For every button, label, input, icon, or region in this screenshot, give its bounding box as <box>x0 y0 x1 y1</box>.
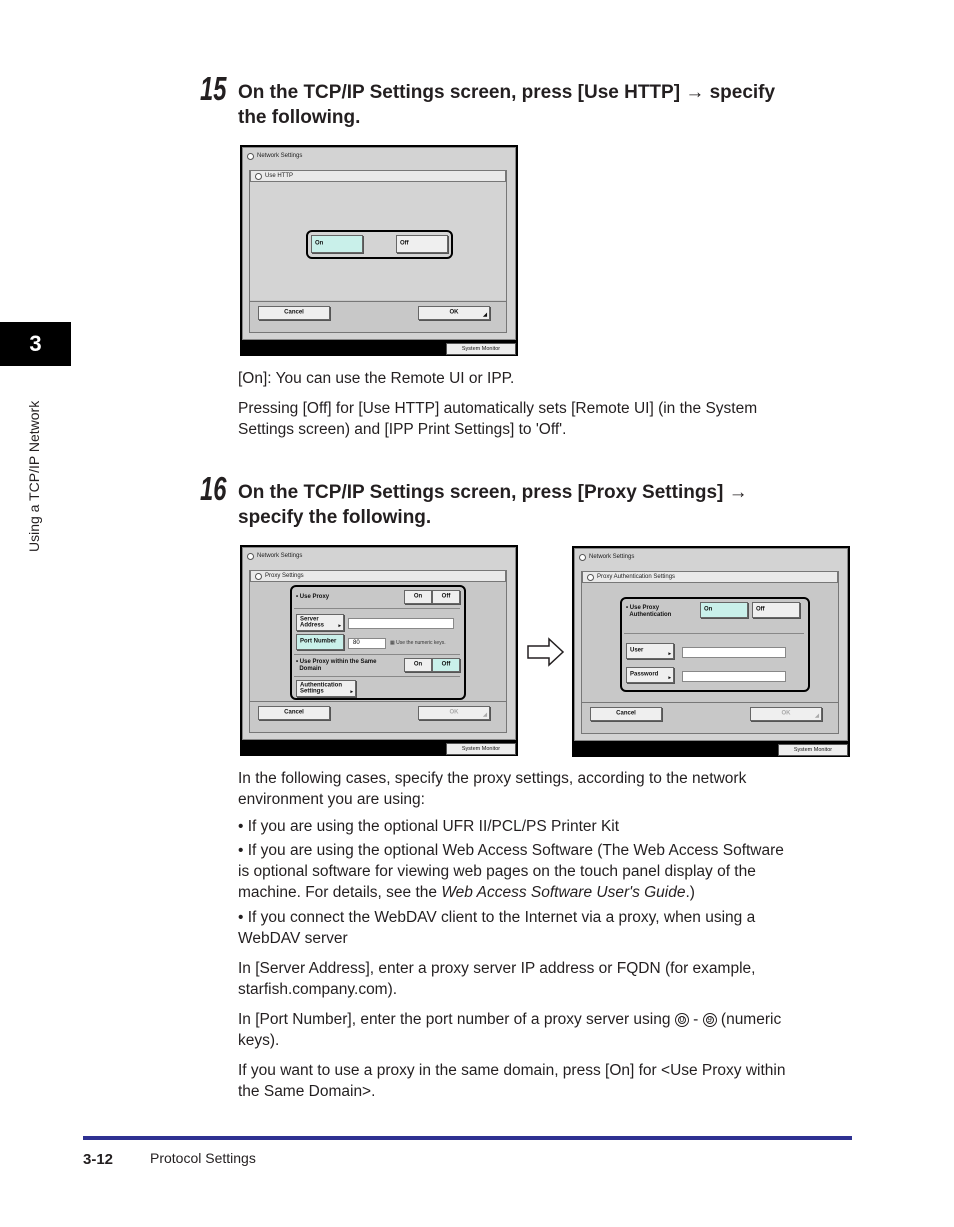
password-label: Password <box>630 671 659 678</box>
network-icon <box>247 553 254 560</box>
use-proxy-on-button[interactable] <box>404 590 432 604</box>
bullet-printer-kit: • If you are using the optional UFR II/PCL/PS Printer Kit <box>238 818 620 835</box>
ok-label: OK <box>449 309 459 316</box>
panel-title-text: Proxy Settings <box>265 572 304 579</box>
bullet1-text: If you are using the optional UFR II/PCL/PS Printer Kit <box>247 818 620 835</box>
system-monitor-button[interactable]: System Monitor <box>778 744 848 756</box>
panel-title-text: Proxy Authentication Settings <box>597 573 676 580</box>
ok-button[interactable] <box>750 707 822 721</box>
port-number-label: Port Number <box>300 638 337 645</box>
use-http-screenshot <box>240 145 518 356</box>
server-address-line2: Address <box>300 622 325 629</box>
cancel-label: Cancel <box>284 309 304 316</box>
numeric-key-9-icon: 9 <box>703 1013 717 1027</box>
step-15-note-off <box>238 398 858 440</box>
arrow-icon: ▸ <box>668 674 671 681</box>
ok-button[interactable] <box>418 306 490 320</box>
port-number-note <box>238 1009 858 1051</box>
user-field[interactable] <box>682 647 786 658</box>
proxy-auth-off-button[interactable] <box>752 602 800 618</box>
divider <box>294 654 460 655</box>
auth-line2: Settings <box>300 688 324 695</box>
same-domain-note <box>238 1060 858 1102</box>
cancel-button[interactable] <box>258 706 330 720</box>
use-proxy-label: • Use Proxy <box>296 594 330 600</box>
step-16-heading-line1: On the TCP/IP Settings screen, press [Proxy Settings] → <box>238 482 748 503</box>
step-number-15: 15 <box>200 70 227 107</box>
proxy-intro <box>238 768 858 810</box>
panel-title <box>582 571 838 583</box>
network-icon <box>579 554 586 561</box>
intro-line2: environment you are using: <box>238 791 425 808</box>
window-title <box>579 552 634 562</box>
settings-icon <box>587 574 594 581</box>
server-address-button[interactable] <box>296 614 344 631</box>
same-domain-on-button[interactable] <box>404 658 432 672</box>
use-proxy-off-button[interactable] <box>432 590 460 604</box>
right-arrow-icon <box>527 637 565 667</box>
window-title <box>247 551 302 561</box>
server-line2: starfish.company.com). <box>238 981 398 998</box>
use-proxy-auth-line2: Authentication <box>629 612 672 618</box>
panel-title <box>250 570 506 582</box>
bullet-webdav: • If you connect the WebDAV client to the Internet via a proxy, when using a WebDAV server <box>238 909 756 947</box>
intro-line1: In the following cases, specify the proxy settings, according to the network <box>238 770 747 787</box>
off-label: Off <box>441 661 451 668</box>
off-label: Off <box>400 240 409 247</box>
divider <box>624 633 804 634</box>
same-domain-line1: Use Proxy within the Same <box>299 659 377 665</box>
panel-title-text: Use HTTP <box>265 172 294 179</box>
settings-icon <box>255 573 262 580</box>
settings-icon <box>255 173 262 180</box>
authentication-settings-label <box>297 682 355 695</box>
proxy-settings-panel <box>249 570 507 733</box>
auth-line1: Authentication <box>300 681 342 688</box>
step-16-heading <box>238 480 858 530</box>
on-label: On <box>413 593 423 600</box>
arrow-icon: ▸ <box>350 688 353 695</box>
window-title-text: Network Settings <box>589 554 635 560</box>
note-off-line1: Pressing [Off] for [Use HTTP] automatically sets [Remote UI] (in the System <box>238 400 758 417</box>
guide-title: Web Access Software User's Guide <box>441 884 686 901</box>
window-title <box>247 151 302 161</box>
server-address-field[interactable] <box>348 618 454 629</box>
step-15-heading-line1: On the TCP/IP Settings screen, press [Use HTTP] → specify <box>238 82 776 103</box>
ok-button[interactable] <box>418 706 490 720</box>
use-proxy-text: Use Proxy <box>299 594 330 600</box>
page-number: 3-12 <box>83 1151 114 1168</box>
numeric-keys-hint <box>390 640 446 647</box>
numeric-key-0-icon: 0 <box>675 1013 689 1027</box>
port-number-button[interactable] <box>296 634 344 650</box>
window-title-text: Network Settings <box>257 553 303 559</box>
screen-frame <box>242 147 516 340</box>
off-label: Off <box>441 593 451 600</box>
step-15-note-on: [On]: You can use the Remote UI or IPP. <box>238 370 515 387</box>
system-monitor-button[interactable]: System Monitor <box>446 343 516 355</box>
window-title-text: Network Settings <box>257 153 303 159</box>
password-field[interactable] <box>682 671 786 682</box>
bullet2-line1: If you are using the optional Web Access Software (The Web Access Software <box>247 842 784 859</box>
on-label: On <box>315 240 324 247</box>
proxy-authentication-screenshot <box>572 546 850 757</box>
use-proxy-auth-line1: Use Proxy <box>629 605 660 611</box>
corner-arrow-icon: ◢ <box>483 711 487 718</box>
use-proxy-auth-label: • Use Proxy Authentication <box>626 605 672 618</box>
section-title: Protocol Settings <box>150 1150 256 1166</box>
off-label: Off <box>756 606 765 613</box>
divider <box>250 701 506 702</box>
screen-frame <box>242 547 516 740</box>
same-domain-off-button[interactable] <box>432 658 460 672</box>
proxy-settings-screenshot <box>240 545 518 756</box>
user-label: User <box>630 647 644 654</box>
keypad-icon: ▦ <box>390 640 395 646</box>
authentication-settings-button[interactable] <box>296 680 356 697</box>
server-line1: In [Server Address], enter a proxy server IP address or FQDN (for example, <box>238 960 756 977</box>
system-monitor-button[interactable]: System Monitor <box>446 743 516 755</box>
cancel-label: Cancel <box>284 709 304 716</box>
cancel-button[interactable] <box>258 306 330 320</box>
proxy-auth-panel <box>581 571 839 734</box>
divider <box>250 301 506 302</box>
cancel-button[interactable] <box>590 707 662 721</box>
step-number-16: 16 <box>200 470 227 507</box>
off-button[interactable] <box>396 235 448 253</box>
screen-frame <box>574 548 848 741</box>
arrow-icon: ▸ <box>668 650 671 657</box>
port-line2: keys). <box>238 1032 280 1049</box>
arrow-icon: ▸ <box>338 622 341 629</box>
on-label: On <box>704 606 713 613</box>
on-button[interactable] <box>311 235 363 253</box>
panel-title <box>250 170 506 182</box>
note-off-line2: Settings screen) and [IPP Print Settings] to 'Off'. <box>238 421 567 438</box>
bullet2-line3a: machine. For details, see the <box>238 884 442 901</box>
port-line1a: In [Port Number], enter the port number of a proxy server using <box>238 1011 671 1028</box>
use-http-panel <box>249 170 507 333</box>
divider <box>582 702 838 703</box>
bullet-web-access: • If you are using the optional Web Access Software (The Web Access Software is optional software for viewing web pages on the touch panel display of the machine. For details, see the Web Access Software User's Guide.) <box>238 842 784 901</box>
corner-arrow-icon: ◢ <box>483 311 487 318</box>
proxy-auth-on-button[interactable] <box>700 602 748 618</box>
server-address-line1: Server <box>300 615 319 622</box>
same-domain-line2: Domain <box>299 666 322 672</box>
server-address-note <box>238 958 858 1000</box>
divider <box>294 676 460 677</box>
numeric-hint-text: Use the numeric keys. <box>396 640 446 646</box>
bullet3-line1: If you connect the WebDAV client to the Internet via a proxy, when using a <box>247 909 756 926</box>
step-16-heading-line2: specify the following. <box>238 507 432 528</box>
step-15-heading-line2: the following. <box>238 107 361 128</box>
on-label: On <box>413 661 423 668</box>
chapter-tab: 3 <box>0 322 71 366</box>
chapter-title-vertical: Using a TCP/IP Network <box>26 400 42 552</box>
footer-rule <box>83 1136 852 1140</box>
divider <box>294 608 460 609</box>
cancel-label: Cancel <box>616 710 636 717</box>
domain-line1: If you want to use a proxy in the same domain, press [On] for <Use Proxy within <box>238 1062 786 1079</box>
bullet3-line2: WebDAV server <box>238 930 348 947</box>
corner-arrow-icon: ◢ <box>815 712 819 719</box>
port-number-field[interactable]: 80 <box>348 638 386 649</box>
step-15-heading <box>238 80 878 130</box>
port-line1b: (numeric <box>720 1011 782 1028</box>
ok-label: OK <box>781 710 791 717</box>
network-icon <box>247 153 254 160</box>
password-button[interactable] <box>626 667 674 683</box>
bullet2-line3b: .) <box>685 884 695 901</box>
same-domain-label: • Use Proxy within the Same Domain <box>296 659 377 672</box>
port-dash: - <box>693 1011 699 1028</box>
user-button[interactable] <box>626 643 674 659</box>
ok-label: OK <box>449 709 459 716</box>
bullet2-line2: is optional software for viewing web pages on the touch panel display of the <box>238 863 756 880</box>
domain-line2: the Same Domain>. <box>238 1083 376 1100</box>
server-address-label <box>297 616 343 629</box>
